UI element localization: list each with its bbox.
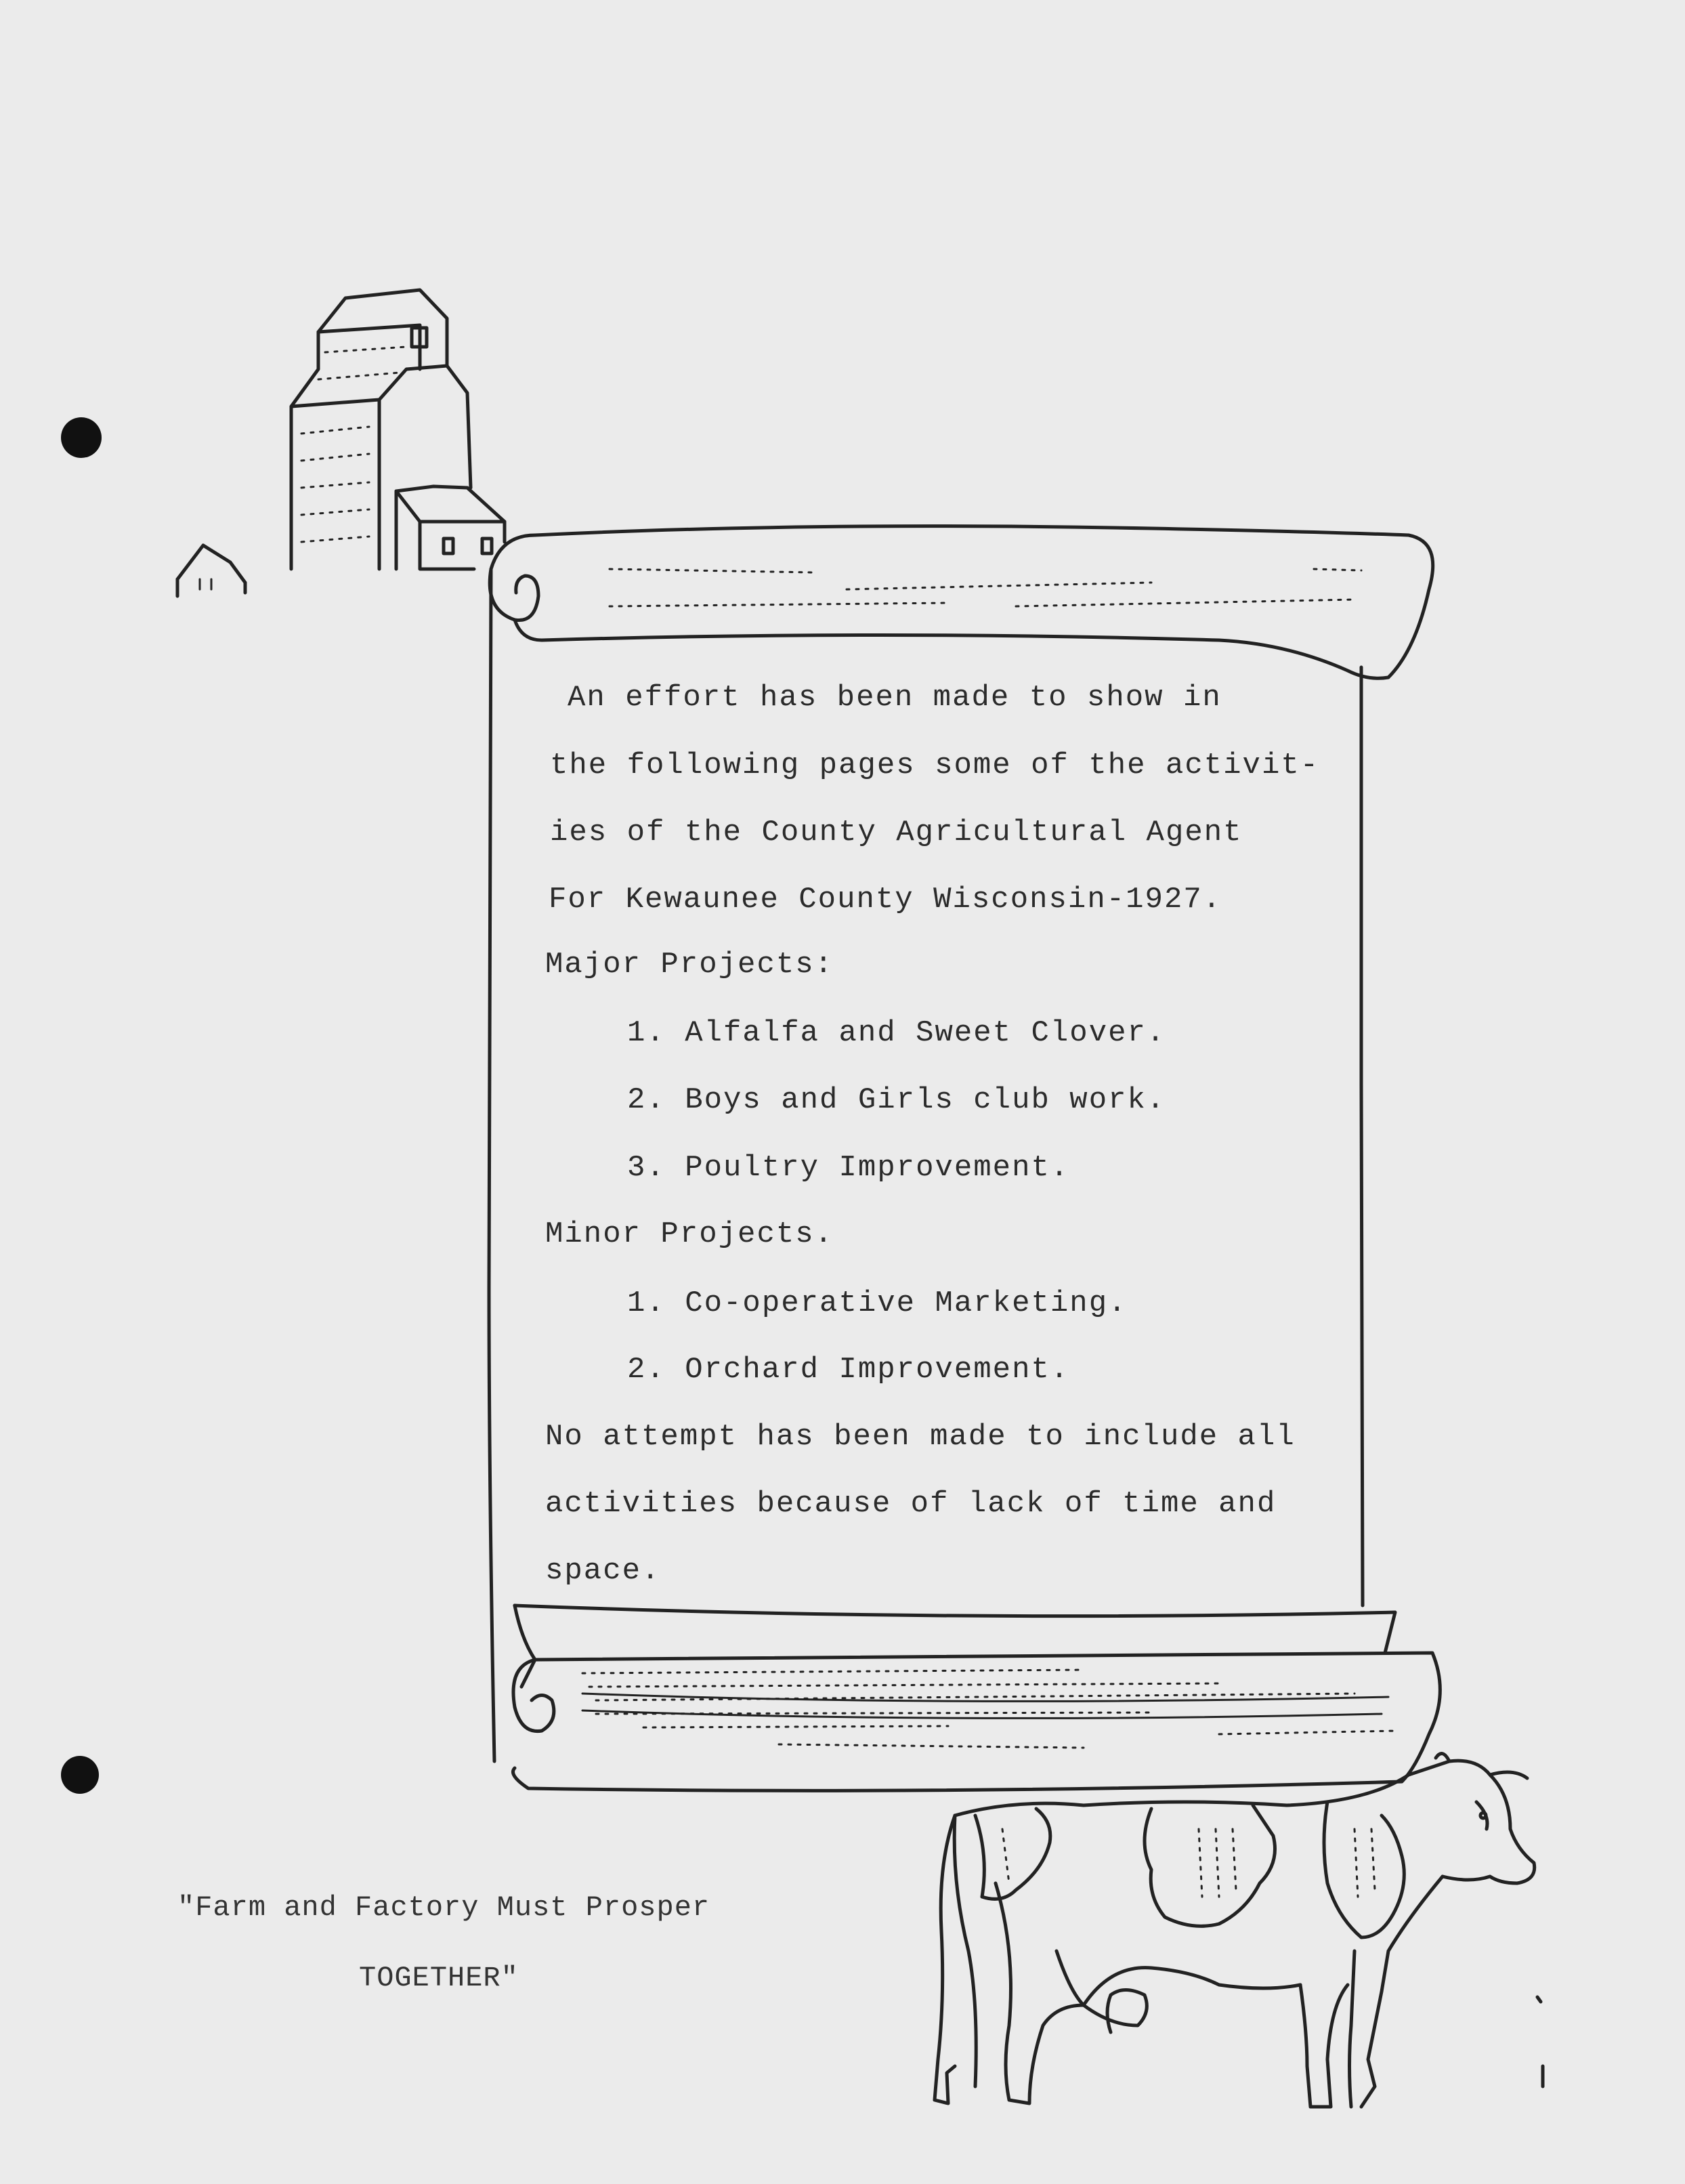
- motto-line-2: TOGETHER": [359, 1962, 519, 1994]
- intro-line-1: An effort has been made to show in: [568, 681, 1222, 715]
- intro-line-2: the following pages some of the activit-: [550, 749, 1320, 782]
- binder-hole-bottom: [61, 1756, 99, 1794]
- motto-line-1: "Farm and Factory Must Prosper: [177, 1891, 710, 1924]
- major-projects-heading: Major Projects:: [545, 948, 834, 982]
- intro-line-4: For Kewaunee County Wisconsin-1927.: [549, 883, 1222, 917]
- cow-drawing: [935, 1754, 1535, 2107]
- closing-line-3: space.: [545, 1554, 661, 1588]
- major-project-item: 1. Alfalfa and Sweet Clover.: [627, 1016, 1166, 1050]
- major-project-item: 3. Poultry Improvement.: [627, 1151, 1070, 1185]
- minor-projects-heading: Minor Projects.: [545, 1217, 834, 1251]
- stray-mark: [1537, 1997, 1541, 2002]
- grain-elevator-drawing: [177, 290, 505, 596]
- minor-project-item: 2. Orchard Improvement.: [627, 1353, 1070, 1387]
- minor-project-item: 1. Co-operative Marketing.: [627, 1286, 1128, 1320]
- closing-line-2: activities because of lack of time and: [545, 1487, 1277, 1521]
- intro-line-3: ies of the County Agricultural Agent: [550, 816, 1243, 849]
- major-project-item: 2. Boys and Girls club work.: [627, 1083, 1166, 1117]
- binder-hole-top: [61, 417, 102, 458]
- closing-line-1: No attempt has been made to include all: [545, 1420, 1296, 1454]
